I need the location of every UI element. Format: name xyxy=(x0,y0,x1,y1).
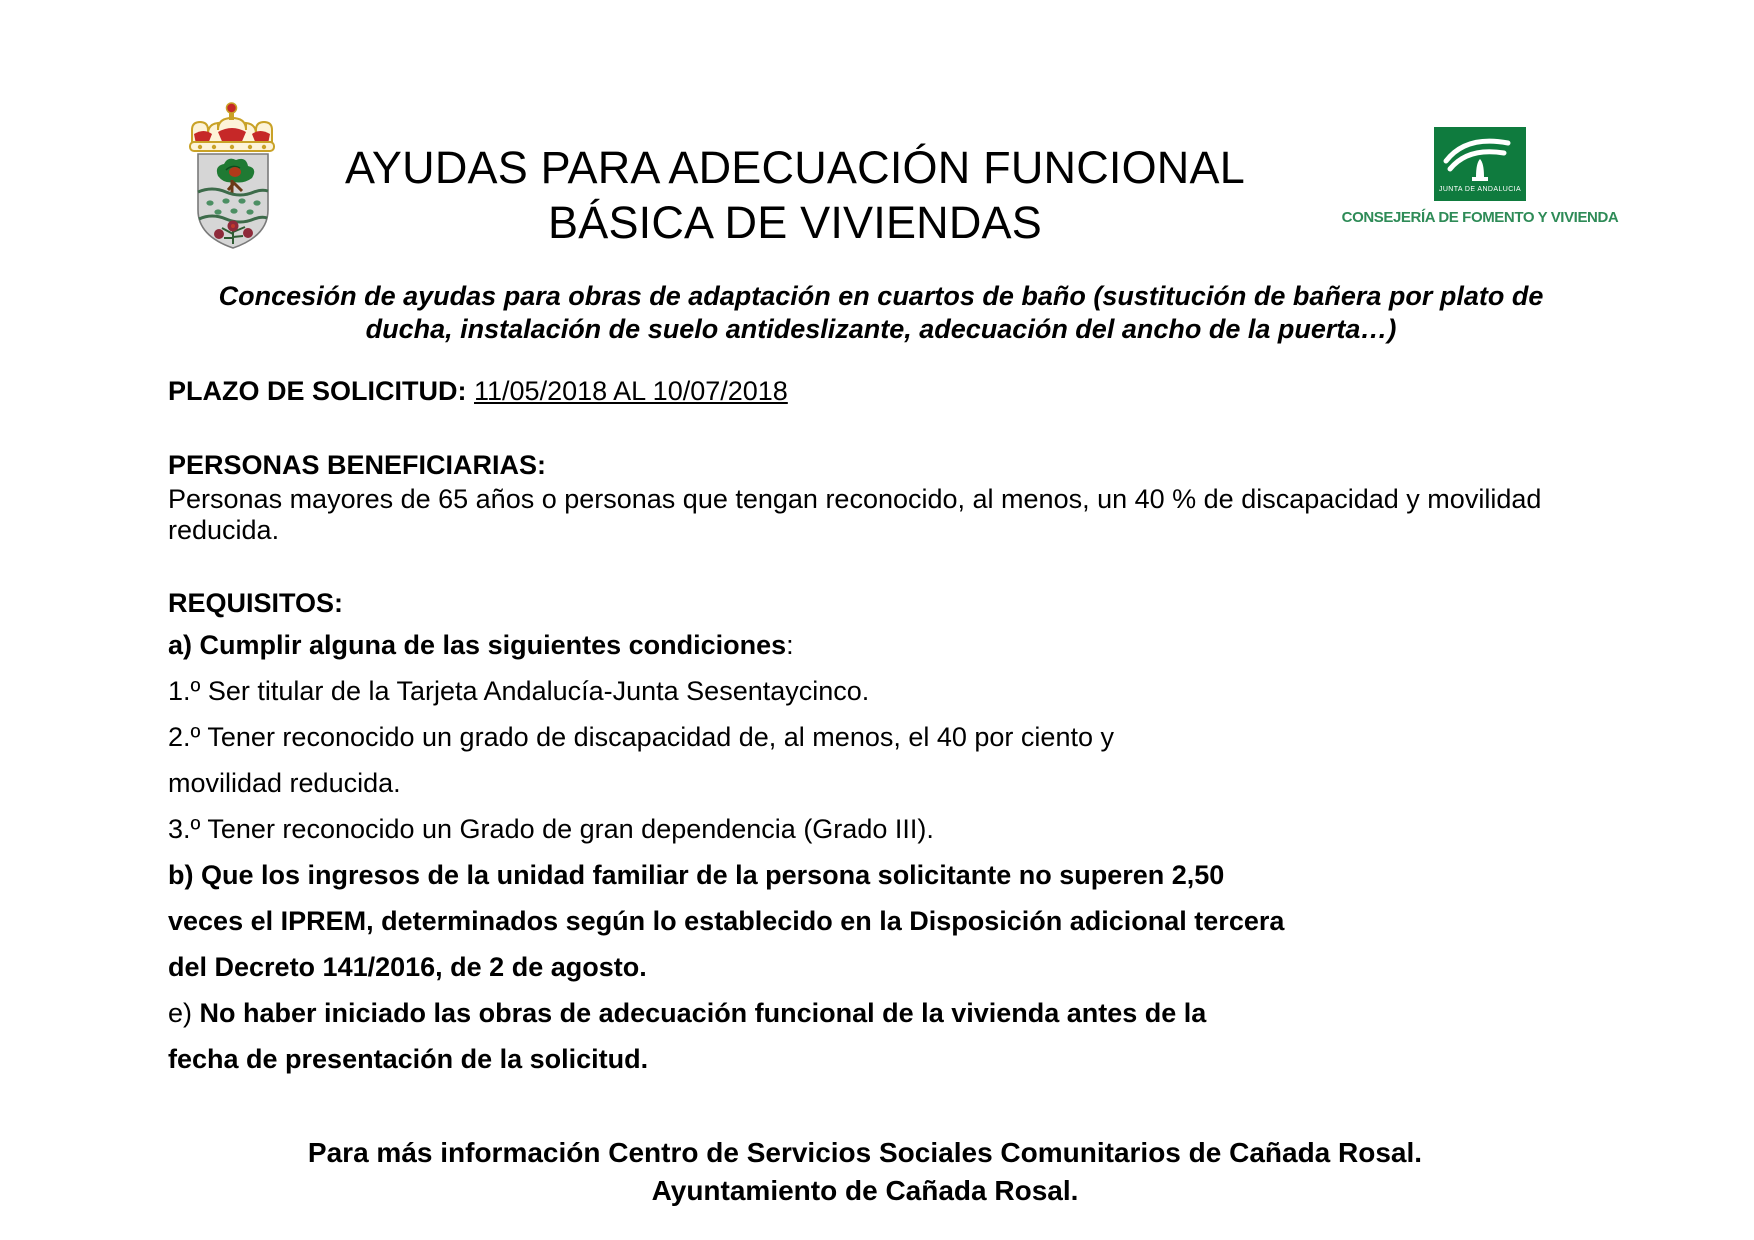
footer-line-2: Ayuntamiento de Cañada Rosal. xyxy=(651,1175,1079,1206)
requirement-a-colon: : xyxy=(786,630,794,660)
junta-caption: CONSEJERÍA DE FOMENTO Y VIVIENDA xyxy=(1341,209,1619,226)
footer-line-1: Para más información Centro de Servicios Sociales Comunitarios de Cañada Rosal. xyxy=(307,1137,1423,1168)
application-period-value: 11/05/2018 AL 10/07/2018 xyxy=(474,376,788,406)
requirement-b-line-2: veces el IPREM, determinados según lo establecido en la Disposición adicional tercera xyxy=(168,906,1285,936)
requirement-b-line-1: b) Que los ingresos de la unidad familiar de la persona solicitante no superen 2,50 xyxy=(168,860,1225,890)
svg-text:JUNTA DE ANDALUCIA: JUNTA DE ANDALUCIA xyxy=(1438,186,1522,193)
beneficiaries-heading: PERSONAS BENEFICIARIAS: xyxy=(168,450,547,480)
requirement-e-label: e) xyxy=(168,998,193,1028)
footer-block xyxy=(168,1134,1588,1210)
application-period-label: PLAZO DE SOLICITUD: xyxy=(168,376,467,406)
requirement-b-line-3: del Decreto 141/2016, de 2 de agosto. xyxy=(168,952,647,982)
junta-de-andalucia-logo xyxy=(1280,127,1680,226)
requirement-e-line-1 xyxy=(168,990,1588,1036)
poster-content xyxy=(168,280,1588,1210)
requirements-heading: REQUISITOS: xyxy=(168,588,344,618)
subtitle-text: Concesión de ayudas para obras de adaptación en cuartos de baño (sustitución de bañera por plato de ducha, instalación de suelo antideslizante, adecuación del ancho de la puerta…) xyxy=(218,281,1544,344)
requirement-a xyxy=(168,622,1588,668)
requirement-a-2: 2.º Tener reconocido un grado de discapacidad de, al menos, el 40 por ciento y xyxy=(168,722,1114,752)
poster-header xyxy=(0,92,1754,272)
title-line-2: BÁSICA DE VIVIENDAS xyxy=(548,197,1042,248)
beneficiaries-text: Personas mayores de 65 años o personas que tengan reconocido, al menos, un 40 % de discapacidad y movilidad reducida. xyxy=(168,484,1542,545)
requirement-a-2-cont: movilidad reducida. xyxy=(168,768,401,798)
junta-badge-icon xyxy=(1434,127,1526,201)
requirement-e-text: No haber iniciado las obras de adecuación funcional de la vivienda antes de la xyxy=(192,998,1207,1028)
page-title xyxy=(300,140,1290,250)
requirement-a-label: a) Cumplir alguna de las siguientes condiciones xyxy=(168,630,787,660)
spacer xyxy=(168,546,1588,586)
title-line-1: AYUDAS PARA ADECUACIÓN FUNCIONAL xyxy=(345,142,1245,193)
requirement-a-1: 1.º Ser titular de la Tarjeta Andalucía-Junta Sesentaycinco. xyxy=(168,676,870,706)
coat-of-arms-icon xyxy=(178,100,286,252)
requirement-e-line-2: fecha de presentación de la solicitud. xyxy=(168,1044,649,1074)
requirement-a-3: 3.º Tener reconocido un Grado de gran dependencia (Grado III). xyxy=(168,814,934,844)
application-period-line xyxy=(168,374,1588,408)
